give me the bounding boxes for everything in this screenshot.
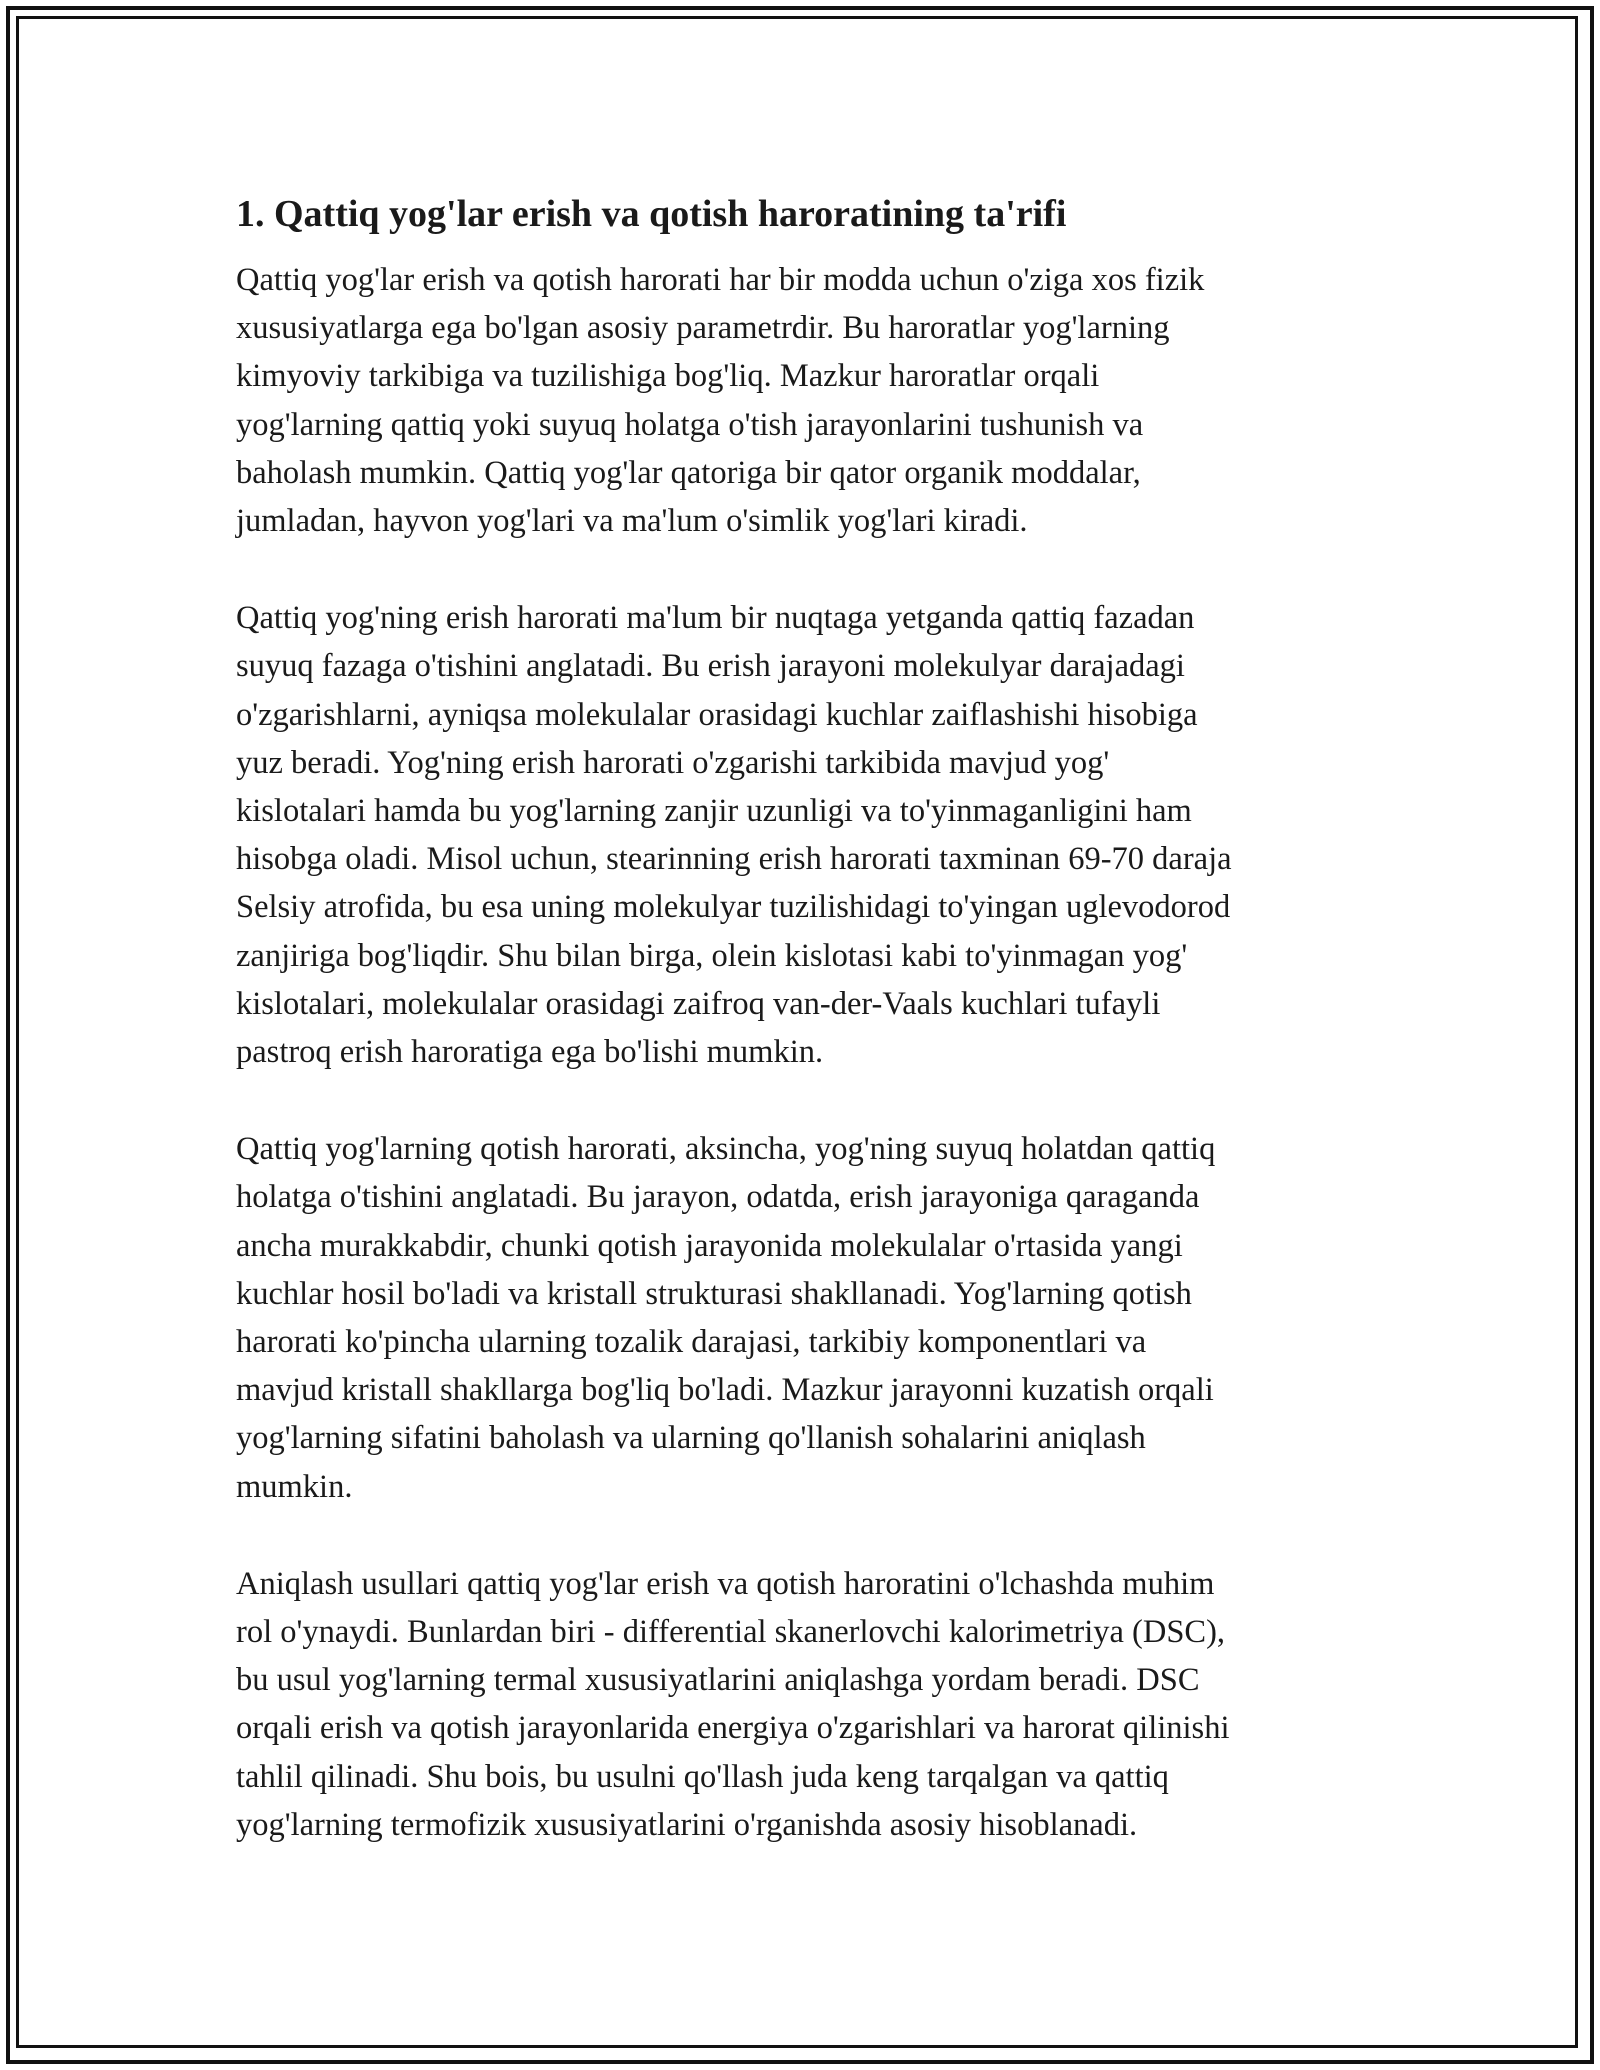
paragraph-2: [236, 594, 1366, 1076]
paragraph-line: rol o'ynaydi. Bunlardan biri - differential skanerlovchi kalorimetriya (DSC),: [236, 1614, 1226, 1651]
paragraph-line: kuchlar hosil bo'ladi va kristall strukturasi shakllanadi. Yog'larning qotish: [236, 1275, 1192, 1312]
paragraph-line: tahlil qilinadi. Shu bois, bu usulni qo'llash juda keng tarqalgan va qattiq: [236, 1758, 1169, 1795]
paragraph-line: Qattiq yog'ning erish harorati ma'lum bir nuqtaga yetganda qattiq fazadan: [236, 600, 1195, 637]
paragraph-line: pastroq erish haroratiga ega bo'lishi mumkin.: [236, 1034, 824, 1071]
paragraph-line: mumkin.: [236, 1468, 353, 1505]
paragraph-line: o'zgarishlarni, ayniqsa molekulalar orasidagi kuchlar zaiflashishi hisobiga: [236, 696, 1198, 733]
paragraph-line: suyuq fazaga o'tishini anglatadi. Bu erish jarayoni molekulyar darajadagi: [236, 648, 1185, 685]
paragraph-line: Qattiq yog'lar erish va qotish harorati har bir modda uchun o'ziga xos fizik: [236, 262, 1205, 298]
paragraph-line: kimyoviy tarkibiga va tuzilishiga bog'liq. Mazkur haroratlar orqali: [236, 358, 1100, 395]
paragraph-line: yog'larning qattiq yoki suyuq holatga o'tish jarayonlarini tushunish va: [236, 406, 1144, 443]
paragraph-line: xususiyatlarga ega bo'lgan asosiy parametrdir. Bu haroratlar yog'larning: [236, 310, 1170, 347]
paragraph-line: kislotalari, molekulalar orasidagi zaifroq van-der-Vaals kuchlari tufayli: [236, 985, 1161, 1022]
section-heading: 1. Qattiq yog'lar erish va qotish haroratining ta'rifi: [236, 193, 1067, 235]
paragraph-line: harorati ko'pincha ularning tozalik darajasi, tarkibiy komponentlari va: [236, 1324, 1147, 1361]
paragraph-line: bu usul yog'larning termal xususiyatlarini aniqlashga yordam beradi. DSC: [236, 1662, 1200, 1699]
paragraph-line: mavjud kristall shakllarga bog'liq bo'ladi. Mazkur jarayonni kuzatish orqali: [236, 1372, 1214, 1409]
paragraph-line: yog'larning sifatini baholash va ularning qo'llanish sohalarini aniqlash: [236, 1420, 1146, 1457]
paragraph-line: zanjiriga bog'liqdir. Shu bilan birga, olein kislotasi kabi to'yinmagan yog': [236, 937, 1188, 974]
paragraph-line: hisobga oladi. Misol uchun, stearinning erish harorati taxminan 69-70 daraja: [236, 841, 1232, 878]
paragraph-line: holatga o'tishini anglatadi. Bu jarayon, odatda, erish jarayoniga qaraganda: [236, 1179, 1200, 1216]
paragraph-line: jumladan, hayvon yog'lari va ma'lum o'simlik yog'lari kiradi.: [236, 503, 1028, 540]
paragraph-line: yog'larning termofizik xususiyatlarini o'rganishda asosiy hisoblanadi.: [236, 1806, 1138, 1843]
paragraph-line: baholash mumkin. Qattiq yog'lar qatoriga bir qator organik moddalar,: [236, 454, 1141, 491]
paragraph-line: yuz beradi. Yog'ning erish harorati o'zgarishi tarkibida mavjud yog': [236, 744, 1110, 781]
paragraph-line: Selsiy atrofida, bu esa uning molekulyar tuzilishidagi to'yingan uglevodorod: [236, 889, 1231, 926]
paragraph-line: orqali erish va qotish jarayonlarida energiya o'zgarishlari va harorat qilinishi: [236, 1710, 1230, 1747]
paragraph-line: kislotalari hamda bu yog'larning zanjir uzunligi va to'yinmaganligini ham: [236, 793, 1192, 830]
document-body: [236, 182, 1366, 1898]
paragraph-line: Aniqlash usullari qattiq yog'lar erish va qotish haroratini o'lchashda muhim: [236, 1565, 1215, 1602]
paragraph-line: ancha murakkabdir, chunki qotish jarayonida molekulalar o'rtasida yangi: [236, 1227, 1183, 1264]
paragraph-line: Qattiq yog'larning qotish harorati, aksincha, yog'ning suyuq holatdan qattiq: [236, 1131, 1216, 1168]
paragraph-3: [236, 1125, 1366, 1511]
paragraph-1: [236, 256, 1366, 545]
paragraph-4: [236, 1560, 1366, 1849]
